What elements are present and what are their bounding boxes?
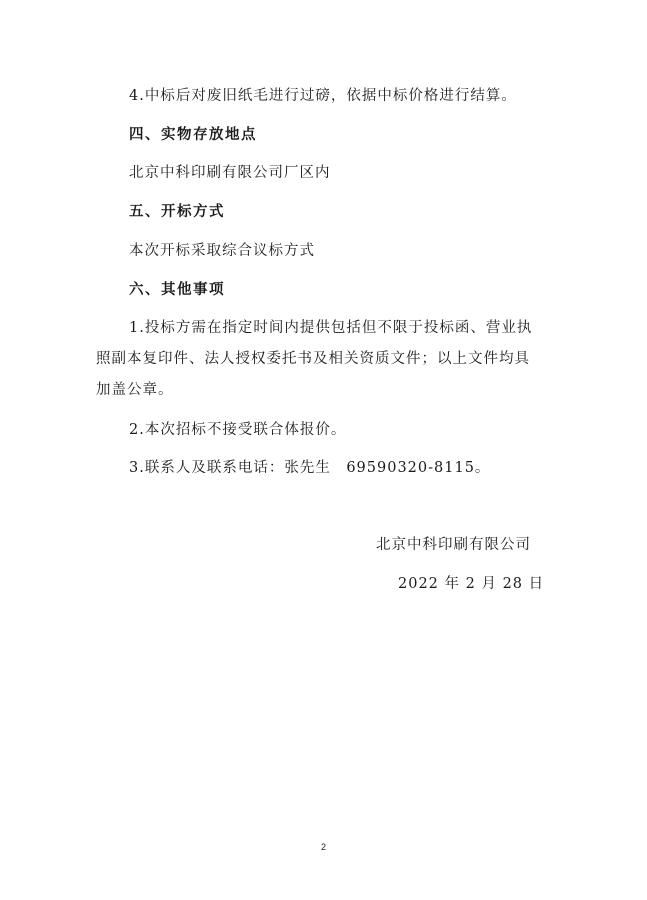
section-6-item-2: 2.本次招标不接受联合体报价。 <box>129 422 347 438</box>
section-5-body: 本次开标采取综合议标方式 <box>129 243 315 259</box>
section-6-item-1-line-2: 照副本复印件、法人授权委托书及相关资质文件；以上文件均具 <box>96 351 530 367</box>
signature-date: 2022 年 2 月 28 日 <box>398 576 545 592</box>
section-4-heading: 四、实物存放地点 <box>129 127 257 143</box>
section-5-heading: 五、开标方式 <box>129 204 225 220</box>
section-6-heading: 六、其他事项 <box>129 282 225 298</box>
section-6-item-3: 3.联系人及联系电话：张先生 69590320-8115。 <box>129 460 491 476</box>
item-4-settlement: 4.中标后对废旧纸毛进行过磅，依据中标价格进行结算。 <box>129 88 517 104</box>
section-4-body: 北京中科印刷有限公司厂区内 <box>129 165 331 181</box>
section-6-item-1-line-1: 1.投标方需在指定时间内提供包括但不限于投标函、营业执 <box>129 320 533 336</box>
section-6-item-1-line-3: 加盖公章。 <box>96 382 174 398</box>
signature-company: 北京中科印刷有限公司 <box>376 537 531 553</box>
page-number: 2 <box>320 842 326 852</box>
